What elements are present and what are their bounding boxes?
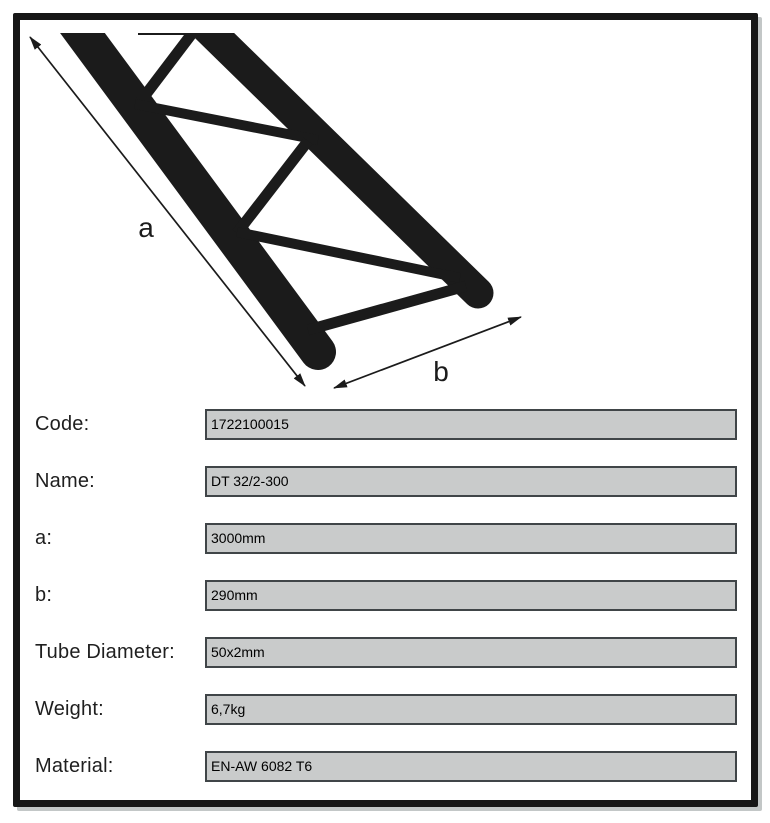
a-label: a: [35,527,53,549]
material-label: Material: [35,755,114,777]
b-value-field: 290mm [205,580,737,611]
truss-brace-3 [237,141,308,233]
spec-row-tube-diameter [0,637,770,668]
dimension-label-b: b [433,356,449,387]
spec-row-name [0,466,770,497]
a-value-field: 3000mm [205,523,737,554]
b-label: b: [35,584,53,606]
truss-brace-1 [137,23,200,106]
spec-form [0,409,770,808]
truss-end-rung [308,286,466,330]
spec-row-weight [0,694,770,725]
name-label: Name: [35,470,95,492]
truss-diagram [20,20,560,400]
dimension-line-b [334,317,521,388]
truss-drawing-svg [20,20,560,400]
tube-diameter-label: Tube Diameter: [35,641,175,663]
spec-row-code [0,409,770,440]
material-value-field: EN-AW 6082 T6 [205,751,737,782]
code-label: Code: [35,413,90,435]
name-value-field: DT 32/2-300 [205,466,737,497]
weight-value-field: 6,7kg [205,694,737,725]
spec-row-b [0,580,770,611]
code-value-field: 1722100015 [205,409,737,440]
tube-diameter-value-field: 50x2mm [205,637,737,668]
dimension-label-a: a [138,212,154,243]
spec-row-material [0,751,770,782]
weight-label: Weight: [35,698,104,720]
spec-row-a [0,523,770,554]
